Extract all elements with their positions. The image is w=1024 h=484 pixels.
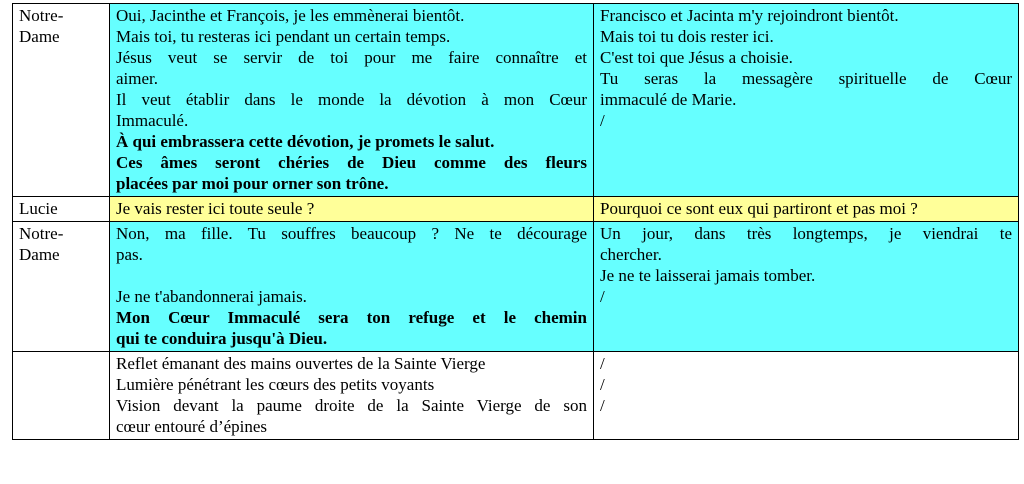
text-line: /: [600, 396, 605, 415]
text-line: Jésus veut se servir de toi pour me faire connaître et: [116, 48, 587, 67]
text-line: /: [600, 287, 605, 306]
speaker-cell: [13, 222, 110, 352]
alternate-text-cell: [594, 4, 1019, 197]
bold-text-line: Mon Cœur Immaculé sera ton refuge et le chemin: [116, 308, 587, 327]
bold-text-line: À qui embrassera cette dévotion, je promets le salut.: [116, 132, 495, 151]
table-row: [13, 222, 1019, 352]
speaker-cell: [13, 197, 110, 222]
text-line: Un jour, dans très longtemps, je viendrai te: [600, 224, 1012, 243]
table-row: [13, 197, 1019, 222]
speaker-name: Lucie: [19, 199, 58, 218]
text-line: aimer.: [116, 69, 159, 88]
text-line: Vision devant la paume droite de la Sainte Vierge de son: [116, 396, 587, 415]
text-line: /: [600, 111, 605, 130]
bold-text-line: qui te conduira jusqu'à Dieu.: [116, 329, 328, 348]
blank-line: [116, 265, 587, 286]
table-row: [13, 4, 1019, 197]
text-line: Mais toi, tu resteras ici pendant un certain temps.: [116, 27, 451, 46]
text-line: Il veut établir dans le monde la dévotion à mon Cœur: [116, 90, 587, 109]
original-text-cell: [110, 352, 594, 440]
text-line: Immaculé.: [116, 111, 189, 130]
speaker-name: Dame: [19, 27, 60, 46]
speaker-name: Notre-: [19, 6, 64, 25]
text-line: cœur entouré d’épines: [116, 417, 268, 436]
dialogue-table: [12, 3, 1019, 440]
text-line: Je ne te laisserai jamais tomber.: [600, 266, 816, 285]
text-line: Mais toi tu dois rester ici.: [600, 27, 774, 46]
text-line: immaculé de Marie.: [600, 90, 737, 109]
text-line: pas.: [116, 245, 143, 264]
alternate-text-cell: [594, 352, 1019, 440]
original-text-cell: [110, 222, 594, 352]
text-line: Lumière pénétrant les cœurs des petits voyants: [116, 375, 435, 394]
original-text-cell: [110, 197, 594, 222]
text-line: chercher.: [600, 245, 662, 264]
alternate-text-cell: [594, 197, 1019, 222]
alternate-text-cell: [594, 222, 1019, 352]
original-text-cell: [110, 4, 594, 197]
text-line: /: [600, 354, 605, 373]
bold-text-line: placées par moi pour orner son trône.: [116, 174, 389, 193]
table-row: [13, 352, 1019, 440]
text-line: Je ne t'abandonnerai jamais.: [116, 287, 307, 306]
text-line: Non, ma fille. Tu souffres beaucoup ? Ne te décourage: [116, 224, 587, 243]
text-line: Je vais rester ici toute seule ?: [116, 199, 315, 218]
speaker-name: Dame: [19, 245, 60, 264]
speaker-cell: [13, 4, 110, 197]
text-line: /: [600, 375, 605, 394]
text-line: Pourquoi ce sont eux qui partiront et pas moi ?: [600, 199, 918, 218]
bold-text-line: Ces âmes seront chéries de Dieu comme des fleurs: [116, 153, 587, 172]
text-line: C'est toi que Jésus a choisie.: [600, 48, 793, 67]
text-line: Francisco et Jacinta m'y rejoindront bientôt.: [600, 6, 899, 25]
speaker-cell: [13, 352, 110, 440]
speaker-name: Notre-: [19, 224, 64, 243]
text-line: Reflet émanant des mains ouvertes de la Sainte Vierge: [116, 354, 486, 373]
text-line: Tu seras la messagère spirituelle de Cœur: [600, 69, 1012, 88]
text-line: Oui, Jacinthe et François, je les emmènerai bientôt.: [116, 6, 465, 25]
